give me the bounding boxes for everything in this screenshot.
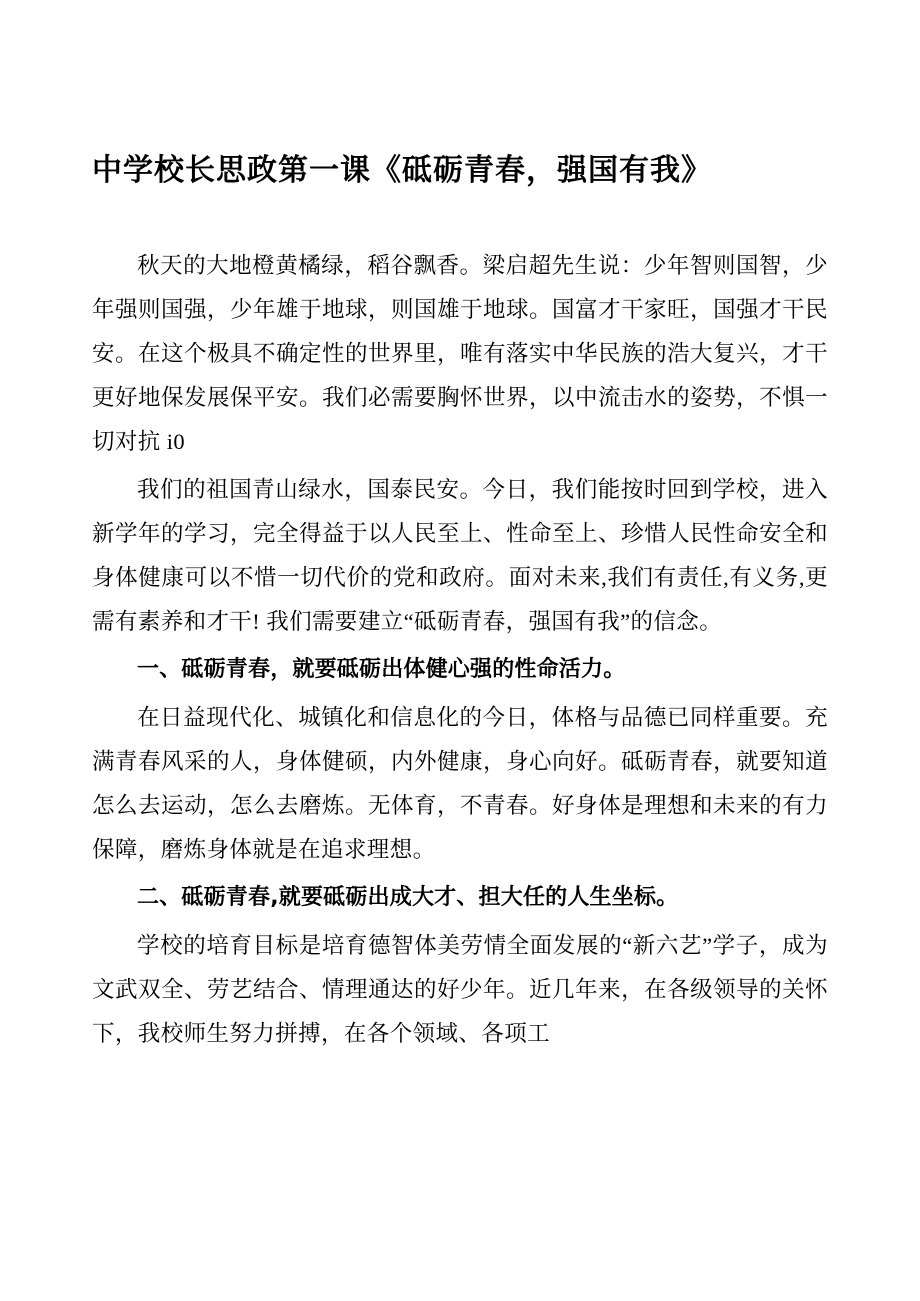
page-title: 中学校长思政第一课《砥砺青春，强国有我》 (92, 153, 712, 188)
section-heading-2: 二、砥砺青春,就要砥砺出成大才、担大任的人生坐标。 (137, 885, 679, 910)
paragraph-3: 在日益现代化、城镇化和信息化的今日，体格与品德已同样重要。充满青春风采的人，身体健硕，内外健康，身心向好。砥砺青春，就要知道怎么去运动，怎么去磨炼。无体育，不青春。好身体是理想和未来的有力保障，磨炼身体就是在追求理想。 (92, 705, 828, 862)
section-heading-1: 一、砥砺青春，就要砥砺出体健心强的性命活力。 (137, 657, 626, 682)
paragraph-4: 学校的培育目标是培育德智体美劳情全面发展的“新六艺”学子，成为文武双全、劳艺结合、情理通达的好少年。近几年来，在各级领导的关怀下，我校师生努力拼搏，在各个领域、各项工 (92, 933, 828, 1046)
paragraph-1: 秋天的大地橙黄橘绿，稻谷飘香。梁启超先生说：少年智则国智，少年强则国强，少年雄于地球，则国雄于地球。国富才干家旺，国强才干民安。在这个极具不确定性的世界里，唯有落实中华民族的浩大复兴，才干更好地保发展保平安。我们必需要胸怀世界，以中流击水的姿势，不惧一切对抗 i0 (92, 253, 828, 454)
paragraph-2: 我们的祖国青山绿水，国泰民安。今日，我们能按时回到学校，进入新学年的学习，完全得益于以人民至上、性命至上、珍惜人民性命安全和身体健康可以不惜一切代价的党和政府。面对未来,我们有责任,有义务,更需有素养和才干! 我们需要建立“砥砺青春，强国有我”的信念。 (92, 477, 828, 634)
